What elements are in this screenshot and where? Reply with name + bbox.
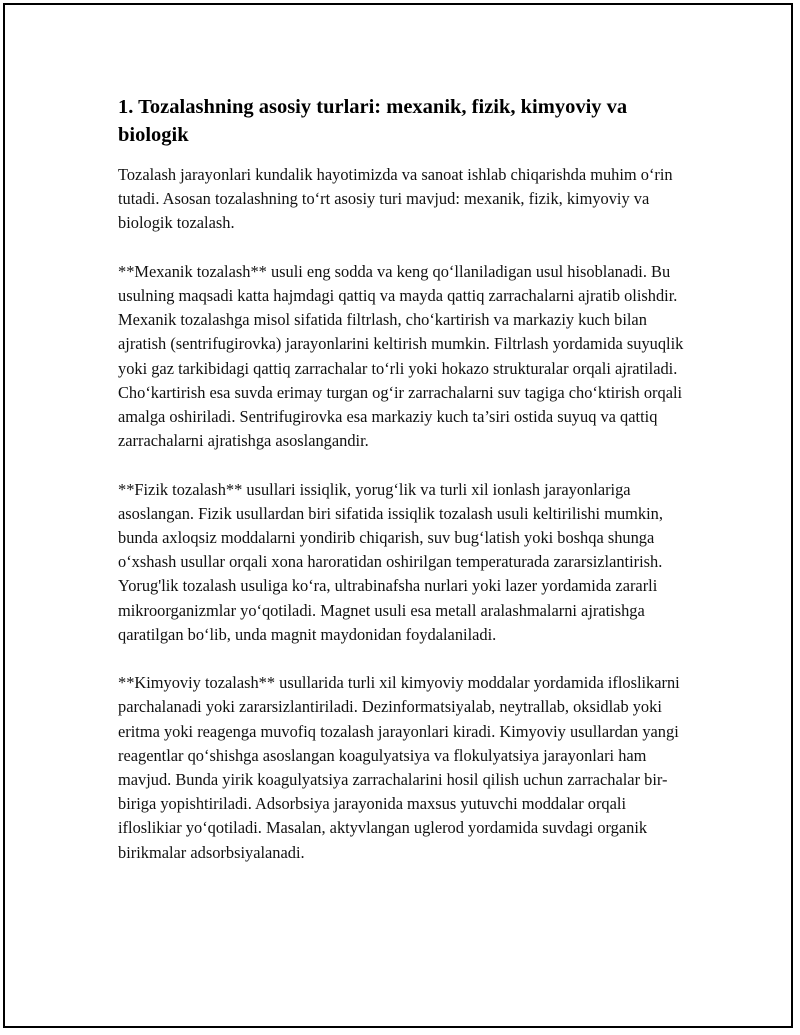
intro-paragraph: Tozalash jarayonlari kundalik hayotimizda va sanoat ishlab chiqarishda muhim o‘rin tutadi. Asosan tozalashning to‘rt asosiy turi mavjud: mexanik, fizik, kimyoviy va biologik tozalash. (118, 165, 673, 233)
document-body (118, 93, 688, 889)
chemical-cleaning-paragraph: **Kimyoviy tozalash** usullarida turli xil kimyoviy moddalar yordamida ifloslikarni parchalanadi yoki zararsizlantiriladi. Dezinformatsiyalab, neytrallab, oksidlab yoki eritma yoki reagenga muvofiq tozalash jarayonlari kiradi. Kimyoviy usullardan yangi reagentlar qo‘shishga asoslangan koagulyatsiya va flokulyatsiya jarayonlari ham mavjud. Bunda yirik koagulyatsiya zarrachalarini hosil qilish uchun zarrachalar bir-biriga yopishtiriladi. Adsorbsiya jarayonida maxsus yutuvchi moddalar orqali ifloslikiar yo‘qotiladi. Masalan, aktyvlangan uglerod yordamida suvdagi organik birikmalar adsorbsiyalanadi. (118, 673, 680, 862)
physical-cleaning-paragraph: **Fizik tozalash** usullari issiqlik, yorug‘lik va turli xil ionlash jarayonlariga asoslangan. Fizik usullardan biri sifatida issiqlik tozalash usuli keltirilishi mumkin, bunda axloqsiz moddalarni yondirib chiqarish, suv bug‘latish yoki boshqa shunga o‘xshash usullar orqali xona haroratidan oshirilgan temperaturada zararsizlantirish. Yorug'lik tozalash usuliga ko‘ra, ultrabinafsha nurlari yoki lazer yordamida zararli mikroorganizmlar yo‘qotiladi. Magnet usuli esa metall aralashmalarni ajratishga qaratilgan bo‘lib, unda magnit maydonidan foydalaniladi. (118, 479, 663, 644)
section-heading: 1. Tozalashning asosiy turlari: mexanik, fizik, kimyoviy va biologik (118, 96, 628, 146)
mechanical-cleaning-paragraph: **Mexanik tozalash** usuli eng sodda va keng qo‘llaniladigan usul hisoblanadi. Bu usulning maqsadi katta hajmdagi qattiq va mayda qattiq zarrachalarni ajratib olishdir. Mexanik tozalashga misol sifatida filtrlash, cho‘kartirish va markaziy kuch bilan ajratish (sentrifugirovka) jarayonlarini keltirish mumkin. Filtrlash yordamida suyuqlik yoki gaz tarkibidagi qattiq zarrachalar to‘rli yoki hokazo strukturalar orqali ajratiladi. Cho‘kartirish esa suvda erimay turgan og‘ir zarrachalarni suv tagiga cho‘ktirish orqali amalga oshiriladi. Sentrifugirovka esa markaziy kuch ta’siri ostida suyuq va qattiq zarrachalarni ajratishga asoslangandir. (118, 261, 684, 451)
